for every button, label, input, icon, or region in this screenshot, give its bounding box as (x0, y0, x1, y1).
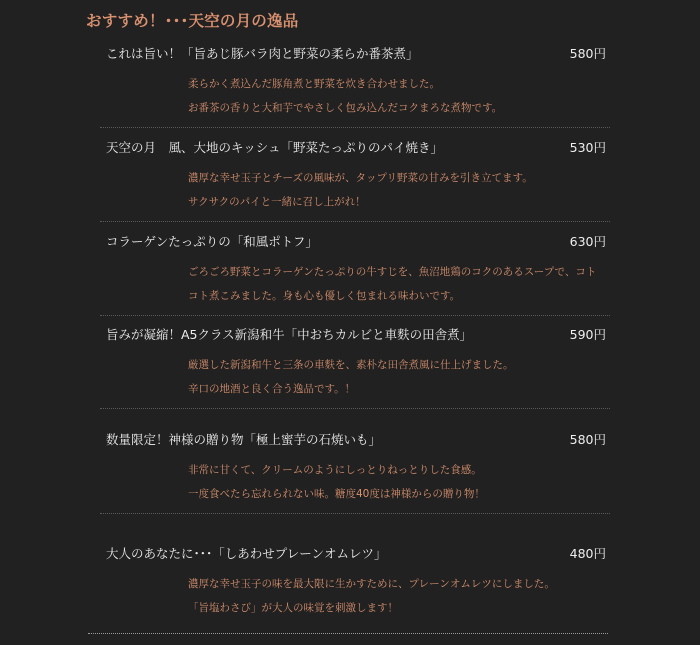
item-description-line: 非常に甘くて、クリームのようにしっとりねっとりした食感。 (188, 464, 482, 476)
item-description-line: 「旨塩わさび」が大人の味覚を刺激します！ (188, 602, 398, 614)
item-description-line: コト煮こみました。身も心も優しく包まれる味わいです。 (188, 290, 461, 302)
item-divider (100, 408, 610, 409)
item-description-line: サクサクのパイと一緒に召し上がれ！ (188, 196, 366, 208)
item-description-line: 一度食べたら忘れられない味。糖度40度は神様からの贈り物！ (188, 488, 485, 500)
item-divider (100, 221, 610, 222)
item-description-line: 濃厚な幸せ玉子とチーズの風味が、タップリ野菜の甘みを引き立てます。 (188, 172, 533, 184)
item-divider (100, 513, 610, 514)
item-description-line: 辛口の地酒と良く合う逸品です。！ (188, 383, 356, 395)
item-description-line: お番茶の香りと大和芋でやさしく包み込んだコクまろな煮物です。 (188, 102, 503, 114)
item-name: これは旨い！「旨あじ豚バラ肉と野菜の柔らか番茶煮」 (106, 46, 419, 61)
item-price: 530円 (569, 140, 606, 155)
item-name: 数量限定！神様の贈り物「極上蜜芋の石焼いも」 (106, 432, 382, 447)
item-divider (100, 127, 610, 128)
item-name: コラーゲンたっぷりの「和風ポトフ」 (106, 234, 318, 249)
item-price: 580円 (569, 46, 606, 61)
item-price: 590円 (569, 327, 606, 342)
item-name: 旨みが凝縮！A5クラス新潟和牛「中おちカルビと車麩の田舎煮」 (106, 327, 473, 342)
item-price: 630円 (569, 234, 606, 249)
page-title: おすすめ！･･･天空の月の逸品 (86, 12, 299, 30)
item-description-line: 厳選した新潟和牛と三条の車麩を、素朴な田舎煮風に仕上げました。 (188, 359, 514, 371)
item-price: 480円 (569, 546, 606, 561)
bottom-divider (88, 633, 608, 634)
item-name: 大人のあなたに･･･「しあわせプレーンオムレツ」 (106, 546, 387, 561)
item-description-line: ごろごろ野菜とコラーゲンたっぷりの牛すじを、魚沼地鶏のコクのあるスープで、コト (188, 266, 597, 278)
item-name: 天空の月 風、大地のキッシュ「野菜たっぷりのパイ焼き」 (106, 140, 444, 155)
item-description-line: 柔らかく煮込んだ豚角煮と野菜を炊き合わせました。 (188, 78, 440, 90)
item-divider (100, 315, 610, 316)
item-description-line: 濃厚な幸せ玉子の味を最大限に生かすために、プレーンオムレツにしました。 (188, 578, 555, 590)
item-price: 580円 (569, 432, 606, 447)
